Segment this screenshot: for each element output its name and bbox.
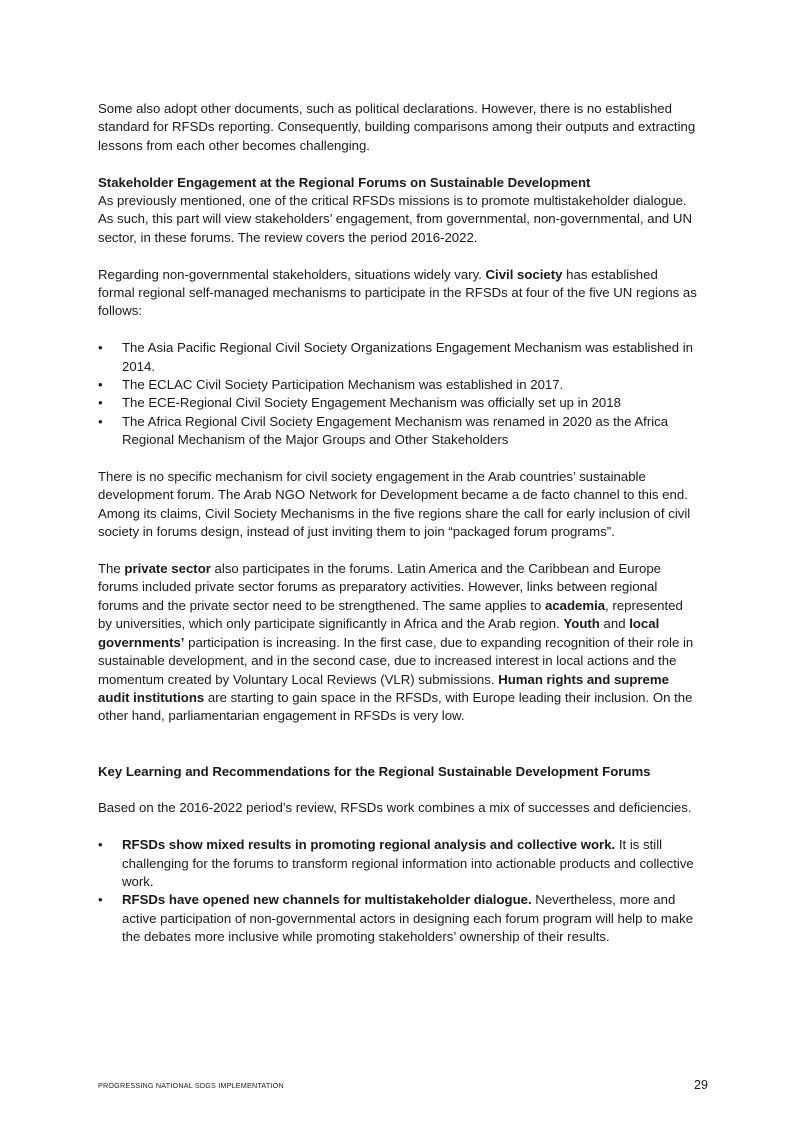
list-item xyxy=(98,891,698,946)
bold-term-private-sector: private sector xyxy=(124,561,211,577)
stakeholder-paragraph-2 xyxy=(98,266,698,321)
spacer xyxy=(98,450,698,468)
document-body xyxy=(98,100,698,947)
section-heading-key-learning: Key Learning and Recommendations for the Regional Sustainable Development Forums xyxy=(98,763,651,779)
spacer xyxy=(98,321,698,339)
list-item xyxy=(98,836,698,891)
bold-term-local-governments: local governments’ xyxy=(98,616,660,650)
spacer xyxy=(98,818,698,836)
bold-term-civil-society: Civil society xyxy=(485,266,563,282)
bold-lead: RFSDs have opened new channels for multistakeholder dialogue. xyxy=(122,892,532,908)
stakeholder-paragraph-3: There is no specific mechanism for civil society engagement in the Arab countries’ sustainable development forum. The Arab NGO Network for Development became a de facto channel to this end. Among its claims, Civil Society Mechanisms in the five regions share the call for early inclusion of civil society in forums design, instead of just inviting them to join “packaged forum programs”. xyxy=(98,469,691,540)
list-item: • The Africa Regional Civil Society Engagement Mechanism was renamed in 2020 as the Africa Regional Mechanism of the Major Groups and Other Stakeholders xyxy=(98,413,698,450)
stakeholder-paragraph-1: As previously mentioned, one of the critical RFSDs missions is to promote multistakeholder dialogue. As such, this part will view stakeholders’ engagement, from governmental, non-governmental, and UN sector, in these forums. The review covers the period 2016-2022. xyxy=(98,193,692,245)
section-heading-stakeholder-engagement: Stakeholder Engagement at the Regional Forums on Sustainable Development xyxy=(98,174,591,190)
bold-term-youth: Youth xyxy=(563,616,600,632)
text-run: Regarding non-governmental stakeholders, situations widely vary. xyxy=(98,266,486,282)
text-run: participation is increasing. In the first case, due to expanding recognition of their role in sustainable development, and in the second case, due to increased interest in local actions and the momentum created by Voluntary Local Reviews (VLR) submissions. xyxy=(98,634,694,687)
key-paragraph: Based on the 2016-2022 period’s review, RFSDs work combines a mix of successes and deficiencies. xyxy=(98,800,692,816)
bold-term-academia: academia xyxy=(544,597,606,613)
spacer xyxy=(98,155,698,173)
spacer xyxy=(98,542,698,560)
text-run: has established formal regional self-managed mechanisms to participate in the RFSDs at four of the five UN regions as follows: xyxy=(98,266,697,319)
recommendations-list xyxy=(98,836,698,946)
spacer xyxy=(98,247,698,265)
text-run: The xyxy=(98,561,125,577)
bold-lead: RFSDs show mixed results in promoting regional analysis and collective work. xyxy=(122,837,616,853)
spacer xyxy=(98,744,698,762)
intro-paragraph: Some also adopt other documents, such as political declarations. However, there is no established standard for RFSDs reporting. Consequently, building comparisons among their outputs and extracting lessons from each other becomes challenging. xyxy=(98,101,696,153)
stakeholder-paragraph-4 xyxy=(98,560,698,726)
text-run: It is still challenging for the forums to transform regional information into actionable products and collective work. xyxy=(122,837,694,889)
text-run: , represented by universities, which only participate significantly in Africa and the Arab region. xyxy=(98,597,683,632)
text-run: and xyxy=(599,616,630,632)
bold-term-human-rights: Human rights and supreme audit institutions xyxy=(98,671,669,705)
spacer xyxy=(98,781,698,799)
list-item: • The Asia Pacific Regional Civil Society Organizations Engagement Mechanism was established in 2014. xyxy=(98,339,698,376)
mechanisms-list xyxy=(98,339,698,449)
spacer xyxy=(98,726,698,744)
text-run: also participates in the forums. Latin America and the Caribbean and Europe forums included private sector forums as preparatory activities. However, links between regional forums and the private sector need to be strengthened. The same applies to xyxy=(98,561,661,613)
footer-title: PROGRESSING NATIONAL SDGS IMPLEMENTATION xyxy=(98,1081,284,1090)
list-item: • The ECE-Regional Civil Society Engagement Mechanism was officially set up in 2018 xyxy=(98,394,698,412)
text-run: are starting to gain space in the RFSDs, with Europe leading their inclusion. On the other hand, parliamentarian engagement in RFSDs is very low. xyxy=(98,689,693,724)
text-run: Nevertheless, more and active participation of non-governmental actors in designing each forum program will help to make the debates more inclusive while promoting stakeholders’ ownership of their results. xyxy=(122,892,694,945)
list-item: • The ECLAC Civil Society Participation Mechanism was established in 2017. xyxy=(98,376,698,394)
page-number: 29 xyxy=(694,1078,708,1092)
